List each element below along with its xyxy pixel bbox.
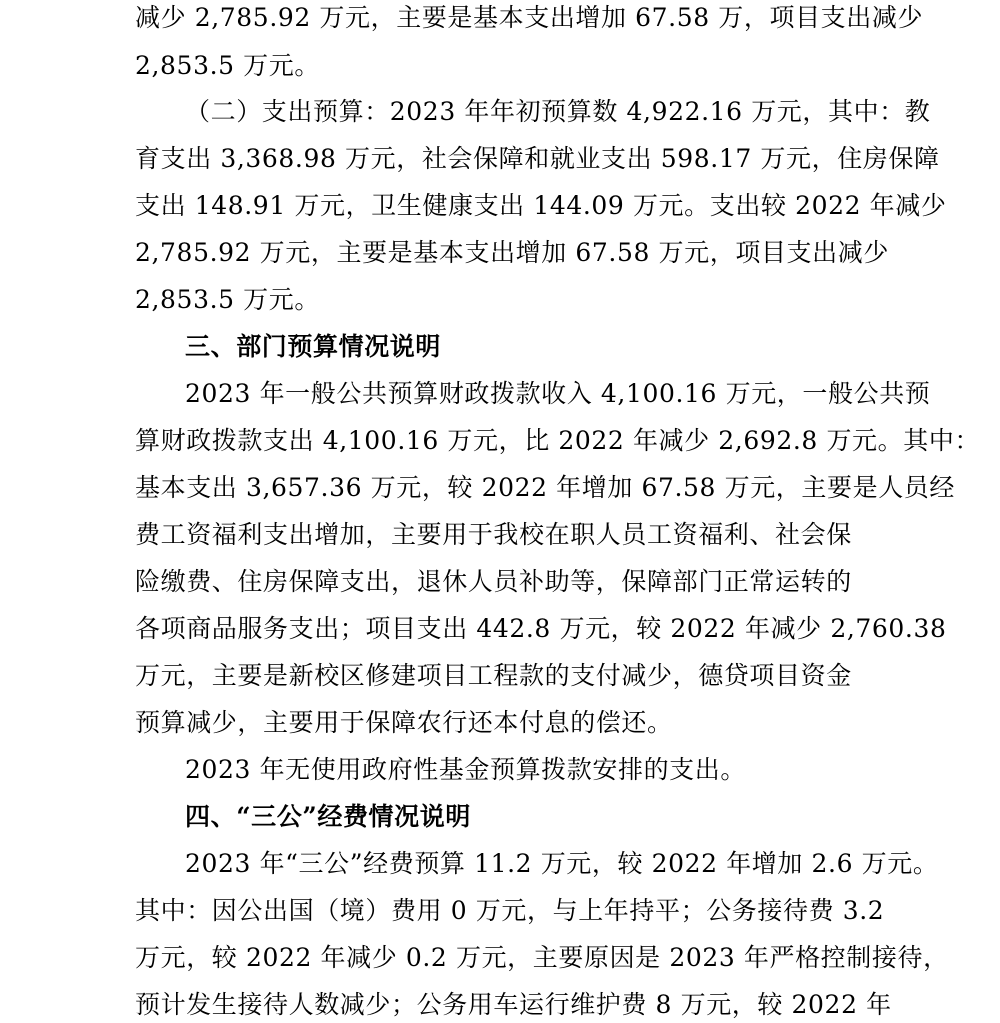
paragraph-line: 支出 148.91 万元，卫生健康支出 144.09 万元。支出较 2022 年减少 <box>135 191 947 220</box>
paragraph-line: 万元，主要是新校区修建项目工程款的支付减少，德贷项目资金 <box>135 661 852 690</box>
paragraph-line: （二）支出预算：2023 年年初预算数 4,922.16 万元，其中：教 <box>185 97 931 126</box>
paragraph-line: 2,853.5 万元。 <box>135 285 320 314</box>
paragraph-line: 险缴费、住房保障支出，退休人员补助等，保障部门正常运转的 <box>135 567 852 596</box>
paragraph-line: 基本支出 3,657.36 万元，较 2022 年增加 67.58 万元，主要是人员经 <box>135 473 956 502</box>
paragraph-line: 费工资福利支出增加，主要用于我校在职人员工资福利、社会保 <box>135 520 852 549</box>
paragraph-line: 2023 年一般公共预算财政拨款收入 4,100.16 万元，一般公共预 <box>185 379 931 408</box>
paragraph-line: 预算减少，主要用于保障农行还本付息的偿还。 <box>135 708 673 737</box>
section-heading: 四、“三公”经费情况说明 <box>185 802 471 831</box>
paragraph-line: 各项商品服务支出；项目支出 442.8 万元，较 2022 年减少 2,760.38 <box>135 614 947 643</box>
paragraph-line: 育支出 3,368.98 万元，社会保障和就业支出 598.17 万元，住房保障 <box>135 144 940 173</box>
section-heading: 三、部门预算情况说明 <box>185 332 442 361</box>
paragraph-line: 2,853.5 万元。 <box>135 51 320 80</box>
paragraph-line: 减少 2,785.92 万元，主要是基本支出增加 67.58 万，项目支出减少 <box>135 3 924 32</box>
paragraph-line: 2023 年“三公”经费预算 11.2 万元，较 2022 年增加 2.6 万元。 <box>185 849 939 878</box>
paragraph-line: 其中：因公出国（境）费用 0 万元，与上年持平；公务接待费 3.2 <box>135 896 885 925</box>
paragraph-line: 预计发生接待人数减少；公务用车运行维护费 8 万元，较 2022 年 <box>135 990 892 1019</box>
paragraph-line: 算财政拨款支出 4,100.16 万元，比 2022 年减少 2,692.8 万元。其中： <box>135 426 981 455</box>
paragraph-line: 万元，较 2022 年减少 0.2 万元，主要原因是 2023 年严格控制接待， <box>135 943 949 972</box>
paragraph-line: 2023 年无使用政府性基金预算拨款安排的支出。 <box>185 755 746 784</box>
paragraph-line: 2,785.92 万元，主要是基本支出增加 67.58 万元，项目支出减少 <box>135 238 889 267</box>
